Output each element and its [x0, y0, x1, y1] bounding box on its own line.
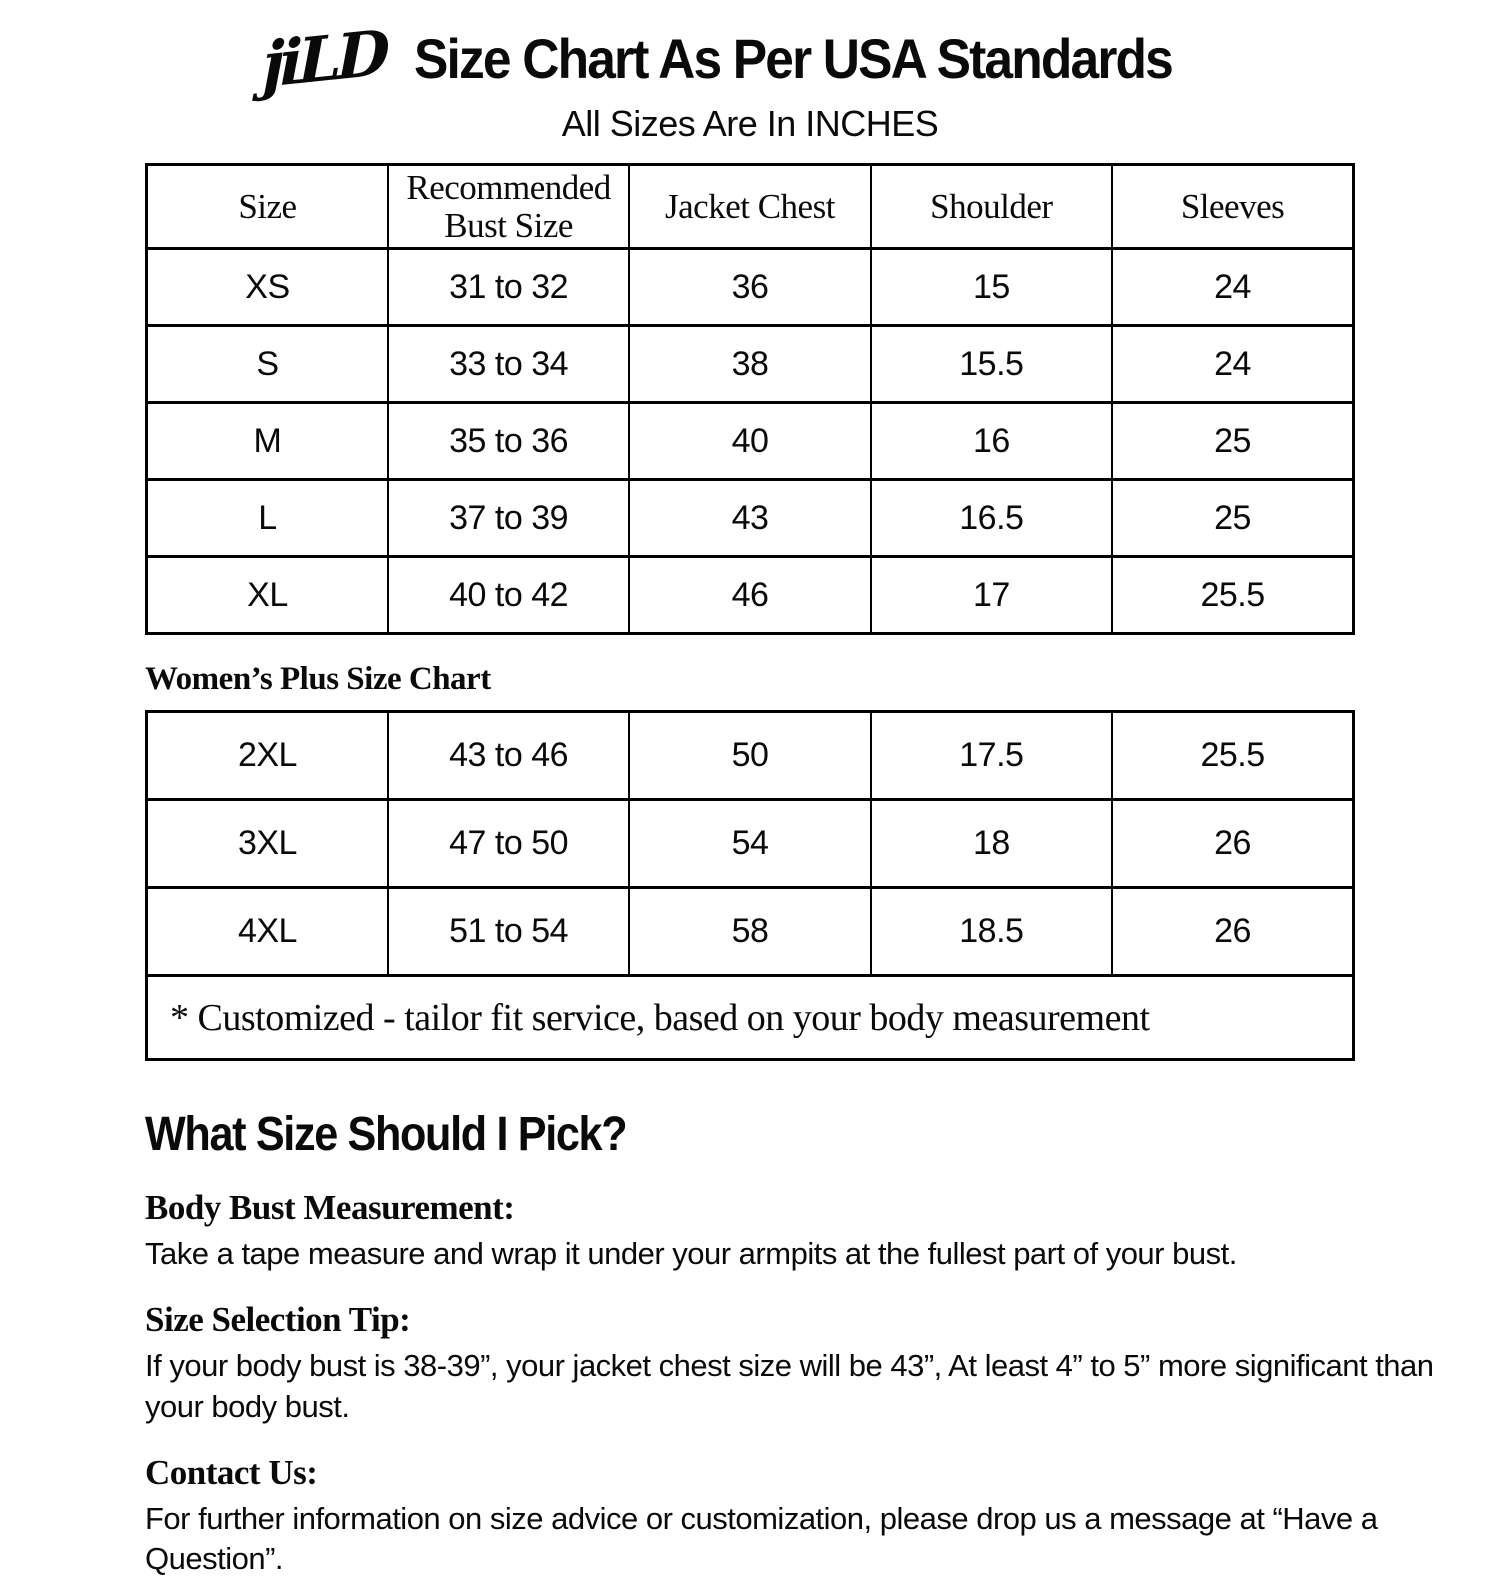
shoulder-cell: 16.5 — [871, 480, 1112, 557]
table-row — [147, 403, 1354, 480]
guide-section-body: For further information on size advice or customization, please drop us a message at “Have a Question”. — [145, 1500, 1378, 1577]
bust-cell: 37 to 39 — [388, 480, 629, 557]
size-cell: 4XL — [147, 888, 388, 976]
sleeves-cell: 25 — [1112, 480, 1353, 557]
sleeves-cell: 24 — [1112, 326, 1353, 403]
size-cell: XS — [147, 249, 388, 326]
jacket-chest-cell: 43 — [629, 480, 870, 557]
guide-section-title: Contact Us: — [145, 1452, 318, 1492]
jacket-chest-cell: 50 — [629, 712, 870, 800]
sleeves-cell: 26 — [1112, 888, 1353, 976]
guide-section-bust-measurement — [145, 1188, 1450, 1274]
page-header — [0, 0, 1500, 103]
bust-cell: 43 to 46 — [388, 712, 629, 800]
plus-size-table — [145, 710, 1355, 1061]
shoulder-cell: 17 — [871, 557, 1112, 634]
jacket-chest-cell: 58 — [629, 888, 870, 976]
table-row — [147, 712, 1354, 800]
sleeves-cell: 24 — [1112, 249, 1353, 326]
size-cell: L — [147, 480, 388, 557]
brand-logo: jiLD — [262, 15, 386, 103]
table-row — [147, 326, 1354, 403]
shoulder-cell: 18 — [871, 800, 1112, 888]
guide-section-body: If your body bust is 38-39”, your jacket chest size will be 43”, At least 4” to 5” more significant than your body bust. — [145, 1348, 1434, 1424]
shoulder-cell: 18.5 — [871, 888, 1112, 976]
pick-size-heading: What Size Should I Pick? — [145, 1108, 627, 1161]
main-size-table — [145, 163, 1355, 635]
guide-section-size-selection-tip — [145, 1300, 1450, 1427]
plus-size-heading: Women’s Plus Size Chart — [145, 661, 491, 697]
size-guide — [145, 1188, 1450, 1579]
column-header-jacket-chest: Jacket Chest — [629, 165, 870, 249]
guide-section-title: Size Selection Tip: — [145, 1300, 411, 1340]
size-cell: 3XL — [147, 800, 388, 888]
bust-cell: 47 to 50 — [388, 800, 629, 888]
sleeves-cell: 25 — [1112, 403, 1353, 480]
table-row — [147, 800, 1354, 888]
size-cell: 2XL — [147, 712, 388, 800]
table-row — [147, 888, 1354, 976]
units-note: All Sizes Are In INCHES — [561, 103, 939, 144]
bust-cell: 51 to 54 — [388, 888, 629, 976]
guide-section-title: Body Bust Measurement: — [145, 1188, 515, 1227]
jacket-chest-cell: 38 — [629, 326, 870, 403]
shoulder-cell: 15 — [871, 249, 1112, 326]
shoulder-cell: 16 — [871, 403, 1112, 480]
column-header-size: Size — [147, 165, 388, 249]
size-cell: XL — [147, 557, 388, 634]
jacket-chest-cell: 40 — [629, 403, 870, 480]
customization-footnote: * Customized - tailor fit service, based on your body measurement — [147, 976, 1354, 1060]
table-header-row — [147, 165, 1354, 249]
table-row — [147, 480, 1354, 557]
sleeves-cell: 25.5 — [1112, 712, 1353, 800]
column-header-sleeves: Sleeves — [1112, 165, 1353, 249]
bust-cell: 40 to 42 — [388, 557, 629, 634]
guide-section-contact-us — [145, 1453, 1450, 1579]
guide-section-body: Take a tape measure and wrap it under your armpits at the fullest part of your bust. — [145, 1236, 1237, 1271]
sleeves-cell: 25.5 — [1112, 557, 1353, 634]
jacket-chest-cell: 54 — [629, 800, 870, 888]
page-title: Size Chart As Per USA Standards — [413, 27, 1172, 90]
table-row — [147, 249, 1354, 326]
size-cell: M — [147, 403, 388, 480]
jacket-chest-cell: 46 — [629, 557, 870, 634]
shoulder-cell: 15.5 — [871, 326, 1112, 403]
bust-cell: 33 to 34 — [388, 326, 629, 403]
shoulder-cell: 17.5 — [871, 712, 1112, 800]
customization-footnote-row — [147, 976, 1354, 1060]
bust-cell: 35 to 36 — [388, 403, 629, 480]
table-row — [147, 557, 1354, 634]
size-cell: S — [147, 326, 388, 403]
jacket-chest-cell: 36 — [629, 249, 870, 326]
sleeves-cell: 26 — [1112, 800, 1353, 888]
column-header-shoulder: Shoulder — [871, 165, 1112, 249]
bust-cell: 31 to 32 — [388, 249, 629, 326]
column-header-bust: Recommended Bust Size — [388, 165, 629, 249]
